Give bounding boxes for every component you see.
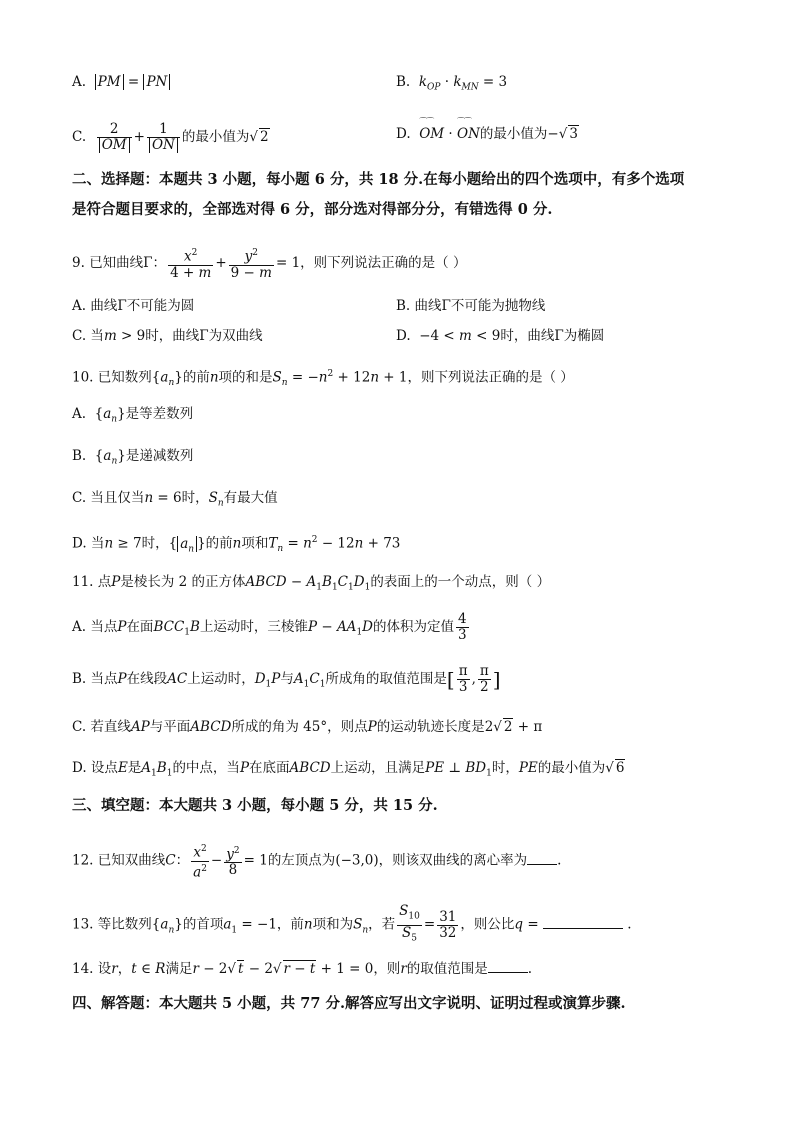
q9-option-b: B. 曲线Γ不可能为抛物线 [396, 298, 546, 314]
answer-blank-12[interactable] [527, 850, 557, 865]
fraction: $\frac{2}{OM}$ [97, 122, 132, 153]
question-12: 12. 已知双曲线C： $\frac{x^2}{a^2}$ − $\frac{y^2}{8}$ = 1的左顶点为(−3,0)，则该双曲线的离心率为 . [72, 844, 562, 880]
q9-option-a: A. 曲线Γ不可能为圆 [72, 298, 195, 314]
section-4-title: 四、解答题：本大题共 5 小题，共 77 分.解答应写出文字说明、证明过程或演算步骤. [72, 995, 626, 1012]
question-10: 10. 已知数列$\{a_n\}$的前n项的和是$S_n = -n^2 + 12n + 1$，则下列说法正确的是（ ） [72, 369, 574, 389]
q8-option-a: A. PM = PN [72, 72, 170, 92]
q10-option-a: A. $\{a_n\}$是等差数列 [72, 406, 194, 425]
q9-option-d: D. −4 < m < 9时，曲线Γ为椭圆 [396, 328, 605, 344]
q11-option-d: D. 设点E是$A_1B_1$的中点，当P在底面ABCD上运动，且满足PE ⊥ $BD_1$时，PE的最小值为√ 6 [72, 760, 625, 779]
q10-option-d: D. 当n ≥ 7时，{ $a_n$ }的前n项和$T_n = n^2 - 12n + 73$ [72, 535, 401, 555]
section-2-title-line2: 是符合题目要求的，全部选对得 6 分，部分选对得部分分，有错选得 0 分. [72, 201, 553, 218]
q8-option-d: D. ⌒⌒ OM · ⌒⌒ ON的最小值为−√ 3 [396, 124, 579, 144]
q11-option-a: A. 当点P在面$BCC_1B$上运动时，三棱锥$P - AA_1D$的体积为定值 $\frac{4}{3}$ [72, 611, 467, 643]
q8-option-b: B. $k_{OP} \cdot k_{MN} = 3$ [396, 74, 508, 93]
section-3-title: 三、填空题：本大题共 3 小题，每小题 5 分，共 15 分. [72, 797, 438, 814]
q11-option-b: B. 当点P在线段AC上运动时，$D_1P$与$A_1C_1$所成角的取值范围是[ $\frac{\pi}{3}$ , $\frac{\pi}{2}$ ] [72, 663, 501, 695]
q10-option-b: B. $\{a_n\}$是递减数列 [72, 448, 194, 467]
question-9: 9. 已知曲线Γ： $\frac{x^2}{4 + m}$ + $\frac{y^2}{9 - m}$ = 1，则下列说法正确的是（ ） [72, 248, 467, 281]
q9-option-c: C. 当m > 9时，曲线Γ为双曲线 [72, 328, 263, 344]
answer-blank-13[interactable] [543, 914, 623, 929]
answer-blank-14[interactable] [488, 958, 528, 973]
section-2-title: 二、选择题：本题共 3 小题，每小题 6 分，共 18 分.在每小题给出的四个选项中，有多个选项 [72, 171, 685, 188]
q8-option-c: C. $\frac{2}{OM}$ + $\frac{1}{ON}$ 的最小值为√ 2 [72, 121, 269, 153]
q11-option-c: C. 若直线AP与平面ABCD所成的角为 45°，则点P的运动轨迹长度是2√ 2 + π [72, 719, 543, 735]
question-13: 13. 等比数列$\{a_n\}$的首项$a_1 = -1$，前n项和为$S_n$，若 $\frac{S_{10}}{S_5}$ = $\frac{31}{32}$ ，则公比q = . [72, 903, 632, 944]
question-14: 14. 设r，t ∈ R满足r − 2√ t − 2√ r − t + 1 = 0，则r的取值范围是 . [72, 958, 532, 979]
q10-option-c: C. 当且仅当n = 6时，$S_n$有最大值 [72, 490, 278, 509]
question-11: 11. 点P是棱长为 2 的正方体ABCD − $A_1B_1C_1D_1$的表面上的一个动点，则（ ） [72, 574, 551, 593]
